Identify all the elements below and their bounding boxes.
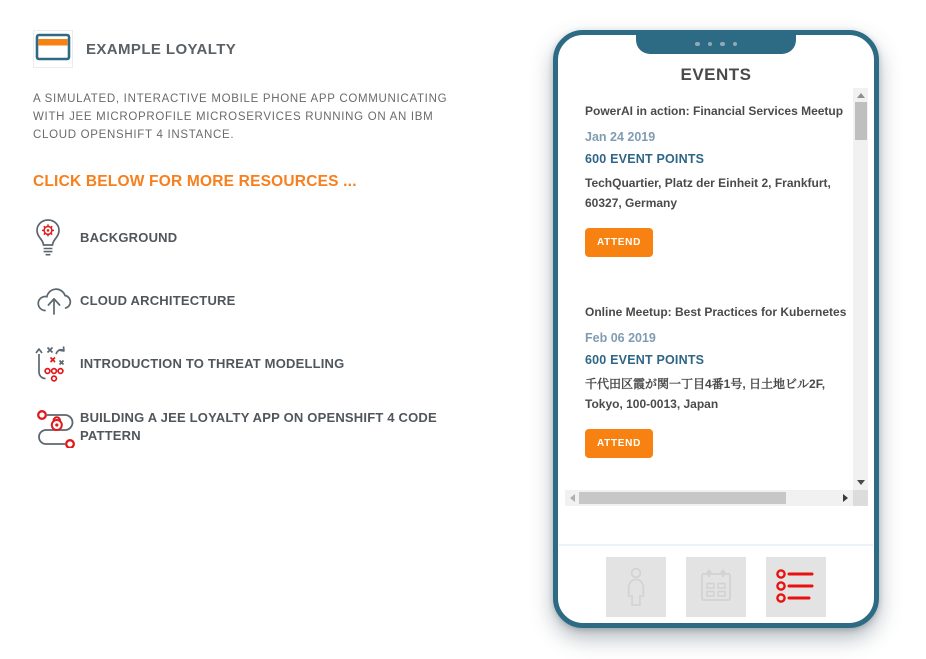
loyalty-card-icon bbox=[35, 32, 71, 67]
resource-item-threat-modelling[interactable] bbox=[33, 343, 468, 385]
events-scroll-area bbox=[565, 88, 868, 506]
event-date: Jan 24 2019 bbox=[585, 130, 656, 144]
attend-button[interactable]: ATTEND bbox=[585, 228, 653, 257]
event-address-line: 60327, Germany bbox=[585, 196, 678, 210]
resource-label: INTRODUCTION TO THREAT MODELLING bbox=[80, 356, 345, 371]
event-card bbox=[585, 305, 853, 458]
list-icon bbox=[774, 566, 818, 609]
nav-profile-button[interactable] bbox=[606, 557, 666, 617]
attend-button[interactable]: ATTEND bbox=[585, 429, 653, 458]
event-card bbox=[585, 104, 853, 257]
scroll-up-arrow-icon[interactable] bbox=[857, 93, 865, 98]
event-title: Online Meetup: Best Practices for Kubernetes bbox=[585, 305, 847, 319]
resource-label: BACKGROUND bbox=[80, 230, 178, 245]
vertical-scrollbar[interactable] bbox=[853, 88, 868, 490]
notch-dot bbox=[708, 42, 713, 47]
horizontal-scroll-thumb[interactable] bbox=[579, 492, 786, 504]
nav-events-list-button[interactable] bbox=[766, 557, 826, 617]
app-header bbox=[33, 30, 468, 68]
event-address bbox=[585, 374, 853, 414]
resource-item-code-pattern[interactable] bbox=[33, 406, 468, 448]
left-panel bbox=[33, 30, 468, 469]
nav-calendar-button[interactable] bbox=[686, 557, 746, 617]
description-line: CLOUD OPENSHIFT 4 INSTANCE. bbox=[33, 129, 235, 141]
nav-separator bbox=[559, 544, 873, 546]
event-date: Feb 06 2019 bbox=[585, 331, 656, 345]
resource-item-background[interactable] bbox=[33, 217, 468, 259]
loyalty-card-tile bbox=[33, 30, 73, 68]
description-line: WITH JEE MICROPROFILE MICROSERVICES RUNNING ON AN IBM bbox=[33, 111, 434, 123]
event-address-line: TechQuartier, Platz der Einheit 2, Frankfurt, bbox=[585, 176, 831, 190]
app-description bbox=[33, 90, 468, 144]
threat-strategy-icon bbox=[33, 344, 80, 384]
event-address-line: Tokyo, 100-0013, Japan bbox=[585, 397, 719, 411]
horizontal-scrollbar[interactable] bbox=[565, 490, 853, 506]
event-points: 600 EVENT POINTS bbox=[585, 152, 705, 166]
event-points: 600 EVENT POINTS bbox=[585, 353, 705, 367]
notch-dot bbox=[720, 42, 725, 47]
scroll-down-arrow-icon[interactable] bbox=[857, 480, 865, 485]
page-title: EXAMPLE LOYALTY bbox=[86, 40, 237, 58]
screen-title: EVENTS bbox=[680, 65, 752, 84]
description-line: A SIMULATED, INTERACTIVE MOBILE PHONE APP COMMUNICATING bbox=[33, 93, 448, 105]
lightbulb-gear-icon bbox=[33, 217, 80, 259]
resource-label: CLOUD ARCHITECTURE bbox=[80, 293, 236, 308]
event-address bbox=[585, 173, 853, 213]
resource-item-cloud-architecture[interactable] bbox=[33, 280, 468, 322]
scroll-right-arrow-icon[interactable] bbox=[843, 494, 848, 502]
notch-dot bbox=[695, 42, 700, 47]
person-icon bbox=[622, 565, 650, 610]
event-address-line: 千代田区霞が関一丁目4番1号, 日土地ビル2F, bbox=[585, 377, 826, 391]
phone-frame bbox=[553, 30, 879, 628]
phone-notch bbox=[636, 34, 796, 54]
resource-list bbox=[33, 217, 468, 448]
events-list bbox=[565, 88, 853, 490]
event-title: PowerAI in action: Financial Services Meetup bbox=[585, 104, 844, 118]
calendar-icon bbox=[695, 565, 737, 610]
vertical-scroll-thumb[interactable] bbox=[855, 102, 867, 140]
notch-dot bbox=[733, 42, 738, 47]
resources-heading: CLICK BELOW FOR MORE RESOURCES ... bbox=[33, 173, 357, 190]
cloud-upload-icon bbox=[33, 285, 80, 317]
resource-label: BUILDING A JEE LOYALTY APP ON OPENSHIFT 4 CODE PATTERN bbox=[80, 410, 437, 443]
code-pattern-icon bbox=[33, 406, 80, 448]
scroll-left-arrow-icon[interactable] bbox=[570, 494, 575, 502]
bottom-nav bbox=[558, 557, 874, 617]
scrollbar-corner bbox=[853, 490, 868, 506]
